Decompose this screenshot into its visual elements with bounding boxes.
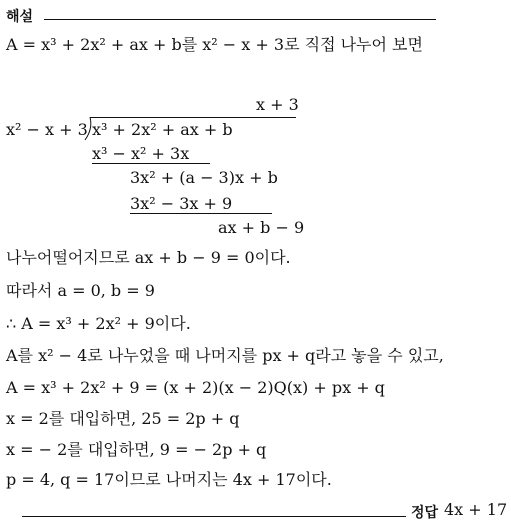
footer-rule [22,516,406,517]
remainder-row-2: ax + b − 9 [218,218,305,237]
divisor: x² − x + 3 [6,120,88,139]
answer-label: 정답 [411,505,439,521]
line-substitute-neg2: x = − 2를 대입하면, 9 = − 2p + q [6,440,267,459]
quotient: x + 3 [256,95,299,114]
answer-value: 4x + 17 [444,500,508,519]
subtract-row-2: 3x² − 3x + 9 [130,194,272,214]
dividend: x³ + 2x² + ax + b [92,120,233,139]
line-conclusion: p = 4, q = 17이므로 나머지는 4x + 17이다. [6,470,332,489]
remainder-row-1: 3x² + (a − 3)x + b [130,168,278,187]
line-therefore-ab: 따라서 a = 0, b = 9 [6,281,155,300]
section-title: 해설 [6,9,34,25]
line-remainder-setup: A를 x² − 4로 나누었을 때 나머지를 px + q라고 놓을 수 있고, [6,346,444,365]
line-therefore-A: ∴ A = x³ + 2x² + 9이다. [6,314,191,333]
division-bar [90,117,296,118]
line-identity: A = x³ + 2x² + 9 = (x + 2)(x − 2)Q(x) + px + q [6,378,385,397]
header-rule [44,19,436,20]
line-divisible: 나누어떨어지므로 ax + b − 9 = 0이다. [6,248,291,267]
intro-line: A = x³ + 2x² + ax + b를 x² − x + 3로 직접 나누어 보면 [6,35,423,54]
line-substitute-2: x = 2를 대입하면, 25 = 2p + q [6,409,240,428]
subtract-row-1: x³ − x² + 3x [92,144,210,164]
